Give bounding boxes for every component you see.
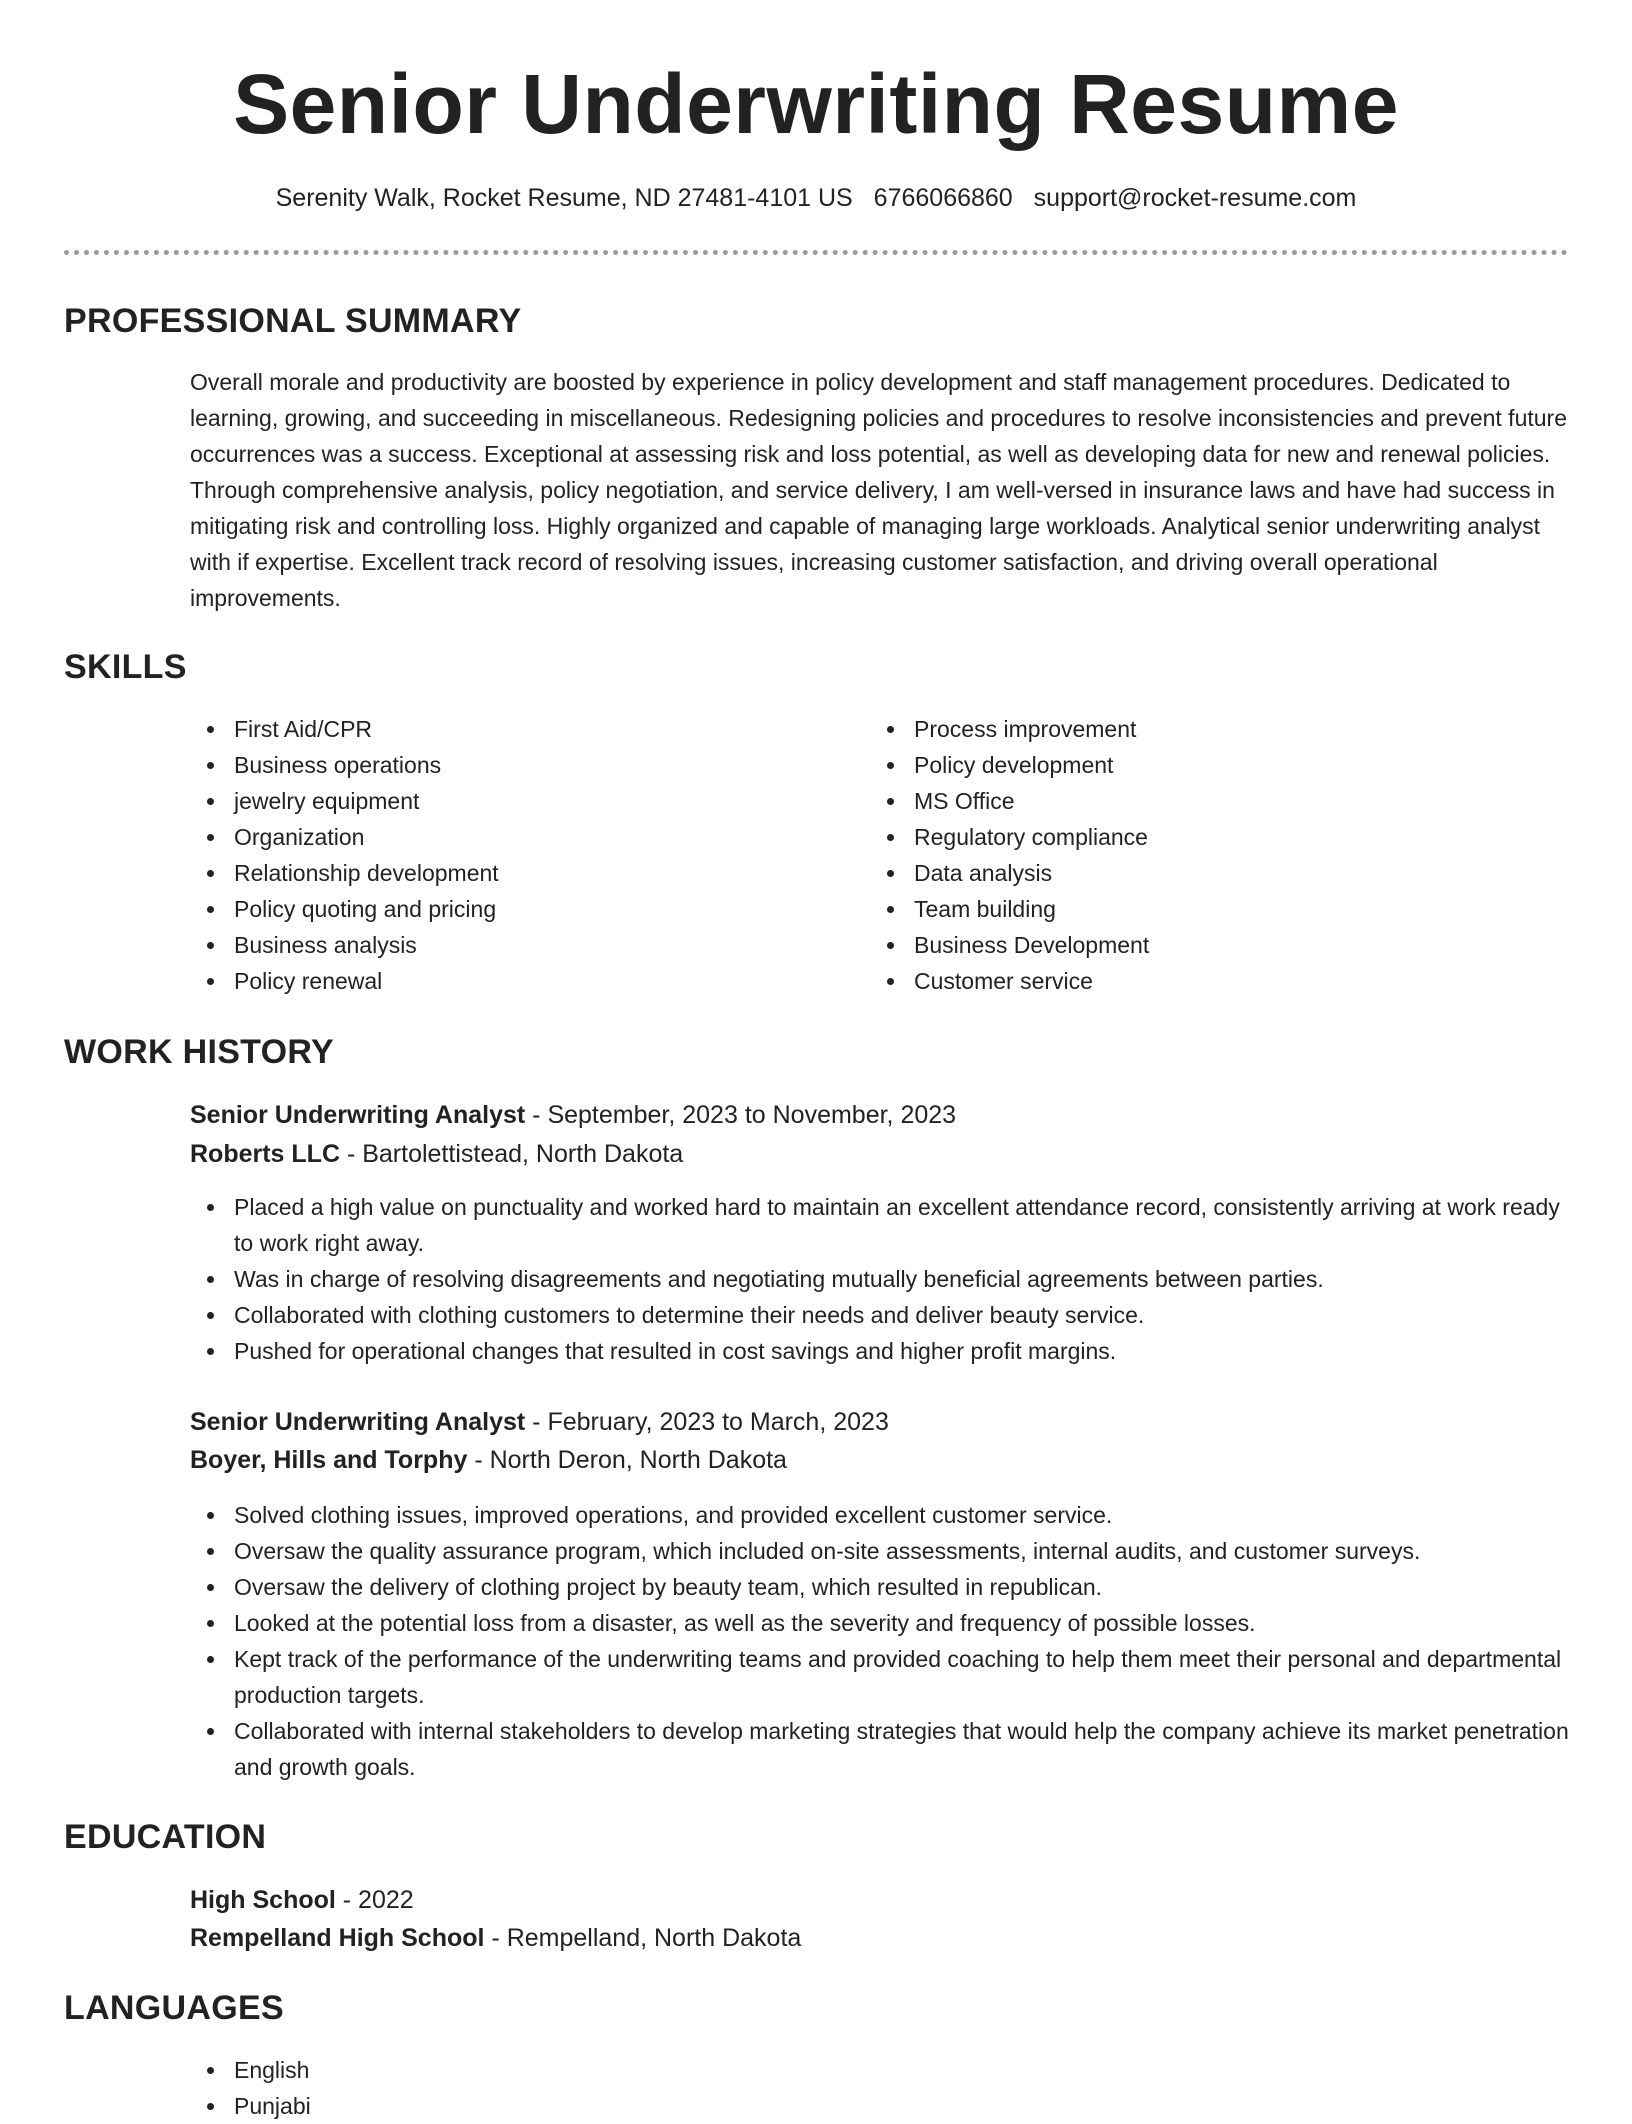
education-degree: High School — [190, 1886, 336, 1914]
job-duty: Oversaw the quality assurance program, which included on-site assessments, internal audits, and customer surveys. — [190, 1533, 1580, 1569]
job-company-line — [190, 1135, 683, 1173]
languages-heading: LANGUAGES — [64, 1989, 284, 2027]
skill-item: Regulatory compliance — [870, 819, 1510, 855]
contact-address: Serenity Walk, Rocket Resume, ND 27481-4101 US — [275, 184, 853, 212]
job-location: - North Deron, North Dakota — [467, 1446, 787, 1474]
header-divider — [64, 250, 1568, 255]
job-duty: Kept track of the performance of the underwriting teams and provided coaching to help them meet their personal and departmental production targets. — [190, 1641, 1580, 1713]
job-duties-list — [190, 1497, 1580, 1785]
job-duty: Looked at the potential loss from a disaster, as well as the severity and frequency of possible losses. — [190, 1605, 1580, 1641]
skills-list-left — [190, 711, 830, 999]
skill-item: Policy quoting and pricing — [190, 891, 830, 927]
job-title-line — [190, 1403, 889, 1441]
skill-item: MS Office — [870, 783, 1510, 819]
job-duty: Placed a high value on punctuality and worked hard to maintain an excellent attendance record, consistently arriving at work ready to work right away. — [190, 1189, 1580, 1261]
education-year: - 2022 — [335, 1886, 414, 1914]
skill-item: Organization — [190, 819, 830, 855]
job-title-line — [190, 1096, 956, 1134]
job-duty: Collaborated with internal stakeholders to develop marketing strategies that would help the company achieve its market penetration and growth goals. — [190, 1713, 1580, 1785]
language-item: English — [190, 2052, 1570, 2088]
job-dates: - September, 2023 to November, 2023 — [525, 1101, 957, 1129]
job-company-line — [190, 1441, 787, 1479]
skill-item: Customer service — [870, 963, 1510, 999]
job-dates: - February, 2023 to March, 2023 — [525, 1408, 889, 1436]
resume-title: Senior Underwriting Resume — [233, 57, 1399, 151]
job-duties-list — [190, 1189, 1580, 1369]
skill-item: Data analysis — [870, 855, 1510, 891]
skill-item: Business analysis — [190, 927, 830, 963]
summary-text: Overall morale and productivity are boosted by experience in policy development and staff management procedures. Dedicated to learning, growing, and succeeding in miscellaneous. Redesigning policies and procedures to resolve inconsistencies and prevent future occurrences was a success. Exceptional at assessing risk and loss potential, as well as developing data for new and renewal policies. Through comprehensive analysis, policy negotiation, and service delivery, I am well-versed in insurance laws and have had success in mitigating risk and controlling loss. Highly organized and capable of managing large workloads. Analytical senior underwriting analyst with if expertise. Excellent track record of resolving issues, increasing customer satisfaction, and driving overall operational improvements. — [190, 369, 1567, 611]
skill-item: Business operations — [190, 747, 830, 783]
job-duty: Collaborated with clothing customers to determine their needs and deliver beauty service. — [190, 1297, 1580, 1333]
contact-line — [0, 180, 1632, 216]
contact-email: support@rocket-resume.com — [1033, 184, 1357, 212]
job-company: Roberts LLC — [190, 1140, 340, 1168]
job-company: Boyer, Hills and Torphy — [190, 1446, 468, 1474]
skill-item: Policy renewal — [190, 963, 830, 999]
education-degree-line — [190, 1881, 414, 1919]
skill-item: Team building — [870, 891, 1510, 927]
education-school: Rempelland High School — [190, 1924, 485, 1952]
skill-item: Process improvement — [870, 711, 1510, 747]
skill-item: Business Development — [870, 927, 1510, 963]
job-location: - Bartolettistead, North Dakota — [340, 1140, 684, 1168]
job-title: Senior Underwriting Analyst — [190, 1408, 526, 1436]
job-duty: Was in charge of resolving disagreements and negotiating mutually beneficial agreements between parties. — [190, 1261, 1580, 1297]
job-duty: Pushed for operational changes that resulted in cost savings and higher profit margins. — [190, 1333, 1580, 1369]
languages-list — [190, 2052, 1570, 2124]
skill-item: First Aid/CPR — [190, 711, 830, 747]
education-school-line — [190, 1919, 801, 1957]
summary-heading: PROFESSIONAL SUMMARY — [64, 302, 522, 340]
job-duty: Solved clothing issues, improved operations, and provided excellent customer service. — [190, 1497, 1580, 1533]
education-heading: EDUCATION — [64, 1818, 267, 1856]
skills-list-right — [870, 711, 1510, 999]
skill-item: jewelry equipment — [190, 783, 830, 819]
education-location: - Rempelland, North Dakota — [484, 1924, 802, 1952]
contact-phone: 6766066860 — [873, 184, 1013, 212]
skill-item: Relationship development — [190, 855, 830, 891]
skill-item: Policy development — [870, 747, 1510, 783]
work-history-heading: WORK HISTORY — [64, 1033, 334, 1071]
job-title: Senior Underwriting Analyst — [190, 1101, 526, 1129]
job-duty: Oversaw the delivery of clothing project by beauty team, which resulted in republican. — [190, 1569, 1580, 1605]
language-item: Punjabi — [190, 2088, 1570, 2124]
skills-heading: SKILLS — [64, 648, 187, 686]
